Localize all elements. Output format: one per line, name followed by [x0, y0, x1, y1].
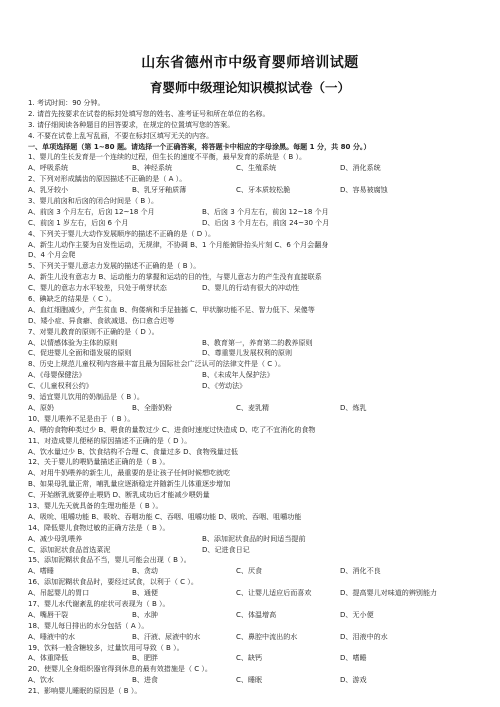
- answer-options: [28, 305, 490, 316]
- instruction-note: 1. 考试时间：90 分钟。: [28, 98, 105, 107]
- answer-option: C、婴儿的意志力水平较差，只处于萌芽状态: [28, 283, 167, 293]
- answer-option: C、体温增高: [236, 609, 277, 619]
- answer-option: A、原奶: [28, 402, 54, 412]
- answer-option: C、添加泥状食品首选菜泥: [28, 544, 111, 554]
- document-title: 山东省德州市中级育婴师培训试题: [141, 55, 359, 71]
- answer-option: A、嘴唇干裂: [28, 609, 69, 619]
- answer-options: [28, 545, 490, 556]
- answer-option: D、炼乳: [340, 402, 367, 412]
- answer-option: C、促进婴儿全面和谐发展的原则: [28, 348, 132, 358]
- answer-options: [28, 490, 490, 501]
- answer-option: B、肥胖: [132, 653, 158, 663]
- question-stem: 5、下列关于婴儿意志力发展的描述不正确的是（ B ）。: [28, 261, 201, 271]
- question-stem: 16、添加泥糊状食品时，要经过试食，以利于（ C ）。: [28, 577, 198, 587]
- answer-option: A、喂的食物种类过少 B、喂食的量数过少 C、进食时速度过快造成 D、吃了不宜消化的食物: [28, 424, 316, 434]
- answer-option: B、进食: [132, 675, 158, 685]
- answer-option: D、无小便: [340, 609, 374, 619]
- answer-option: D、后囟 3 个月左右，前囟 24~30 个月: [202, 217, 330, 227]
- answer-options: [28, 240, 490, 251]
- answer-option: B、神经系统: [132, 163, 173, 173]
- answer-option: C、生殖系统: [236, 163, 277, 173]
- answer-option: A、呼吸系统: [28, 163, 69, 173]
- question-stem: 18、婴儿每日排出的水分包括（ A ）。: [28, 620, 149, 630]
- question-stem: 3、婴儿前囟和后囟的闭合时间是（ B ）。: [28, 196, 159, 206]
- exam-body: [28, 98, 490, 697]
- answer-option: D、记进食日记: [202, 544, 250, 554]
- question-stem: 20、使婴儿全身组织器官得到休息的最有效措施是（ C ）。: [28, 664, 212, 674]
- question-stem: 1、婴儿的生长发育是一个连续的过程，但生长的速度不平衡，最早发育的系统是（ B ）。: [28, 152, 307, 162]
- instruction-note: 2. 请首先按要求在试卷的标封处填写您的姓名、准考证号和所在单位的名称。: [28, 108, 270, 118]
- answer-options: [28, 272, 490, 283]
- answer-options: [28, 632, 490, 643]
- answer-options: [28, 447, 490, 458]
- answer-option: A、体重降低: [28, 653, 69, 663]
- answer-option: D、提高婴儿对味道的辨别能力: [340, 588, 438, 598]
- instruction-note: 4. 不要在试卷上乱写乱画，不要在标封区填写无关的内容。: [28, 130, 214, 140]
- answer-option: B、水肿: [132, 609, 158, 619]
- answer-option: A、唾液中的水: [28, 631, 76, 641]
- question-stem: 14、降低婴儿食物过敏的正确方法是（ B ）。: [28, 522, 170, 532]
- question-stem: 6、碘缺乏的结果是（ C ）。: [28, 294, 116, 304]
- question-stem: 4、下列关于婴儿大动作发展顺序的描述不正确的是（ D ）。: [28, 228, 216, 238]
- answer-options: [28, 675, 490, 686]
- answer-option: A、《母婴保健法》: [28, 370, 86, 380]
- answer-options: [28, 425, 490, 436]
- answer-options: [28, 512, 490, 523]
- answer-option: C、睡眠: [236, 675, 263, 685]
- answer-option: A、嗜睡: [28, 566, 54, 576]
- answer-options: [28, 207, 490, 218]
- question-stem: 10、婴儿喂养不足是由于（ B ）。: [28, 413, 135, 423]
- answer-option: B、《未成年人保护法》: [202, 370, 274, 380]
- answer-option: D、婴儿的行动有很大的冲动性: [202, 283, 300, 293]
- question-stem: 12、关于婴儿的喂奶量描述正确的是（ B ）。: [28, 457, 170, 467]
- answer-options: [28, 250, 490, 261]
- answer-option: B、如果母乳量正常，哺乳量应逐渐稳定并随新生儿体重逐步增加: [28, 479, 231, 489]
- answer-options: [28, 381, 490, 392]
- answer-option: B、添加泥状食品的时间适当提前: [202, 533, 306, 543]
- question-stem: 11、对造成婴儿便秘的原因描述不正确的是（ D ）。: [28, 435, 192, 445]
- answer-options: [28, 185, 490, 196]
- answer-option: A、乳牙较小: [28, 185, 69, 195]
- exam-subtitle: 育婴师中级理论知识模拟试卷（一）: [149, 80, 350, 95]
- answer-option: D、嗜睡: [340, 653, 367, 663]
- answer-option: A、对用牛奶喂养的新生儿，最重要的是让孩子任何时候想吃就吃: [28, 468, 231, 478]
- answer-options: [28, 163, 490, 174]
- answer-options: [28, 403, 490, 414]
- answer-options: [28, 653, 490, 664]
- answer-option: B、全脂奶粉: [132, 402, 173, 412]
- answer-option: A、新生儿没有意志力 B、运动能力的掌握和运动的目的性，与婴儿意志力的产生没有直接联系: [28, 272, 322, 282]
- answer-option: D、尊重婴儿发展权利的原则: [202, 348, 292, 358]
- answer-options: [28, 610, 490, 621]
- question-stem: 7、对婴儿教育的原则不正确的是（ D ）。: [28, 326, 159, 336]
- question-stem: 19、饮料一般含糖较多，过量饮用可导致（ B ）。: [28, 642, 184, 652]
- answer-options: [28, 479, 490, 490]
- question-stem: 15、添加泥糊状食品不当，婴儿可能会出现（ B ）。: [28, 555, 191, 565]
- answer-options: [28, 338, 490, 349]
- answer-options: [28, 468, 490, 479]
- answer-options: [28, 218, 490, 229]
- answer-option: D、《劳动法》: [202, 381, 247, 391]
- answer-option: D、矮小症、异食癖、食欲减退、伤口愈合迟等: [28, 315, 175, 325]
- section-heading: 一、单项选择题（第 1~80 题。请选择一个正确答案，将答题卡中相应的字母涂黑。每题 1 分，共 80 分。）: [28, 141, 371, 151]
- answer-option: A、饮水: [28, 675, 54, 685]
- question-stem: 9、适宜婴儿饮用的奶制品是（ B ）。: [28, 392, 144, 402]
- answer-option: C、开始断乳就要停止喂奶 D、断乳成功后才能减少喂奶量: [28, 490, 210, 500]
- answer-option: A、前囟 3 个月左右，后囟 12~18 个月: [28, 206, 155, 216]
- answer-options: [28, 566, 490, 577]
- answer-option: B、通便: [132, 588, 158, 598]
- answer-option: D、4 个月会爬: [28, 250, 76, 260]
- answer-option: C、《儿童权利公约》: [28, 381, 93, 391]
- answer-option: C、麦乳精: [236, 402, 270, 412]
- question-stem: 13、婴儿先天就具备的生理功能是（ B ）。: [28, 500, 163, 510]
- answer-option: B、汗液、尿液中的水: [132, 631, 201, 641]
- answer-option: A、饮水量过少 B、饮食结构不合理 C、食量过多 D、食物残量过低: [28, 446, 238, 456]
- answer-options: [28, 348, 490, 359]
- answer-options: [28, 370, 490, 381]
- answer-option: C、让婴儿适应后而喜欢: [236, 588, 312, 598]
- answer-option: B、后囟 3 个月左右，前囟 12~18 个月: [202, 206, 329, 216]
- answer-option: B、贪动: [132, 566, 158, 576]
- answer-option: D、游戏: [340, 675, 367, 685]
- answer-option: A、血红细胞减少，产生贫血 B、佝偻病和手足抽搐 C、甲状腺功能不足、智力低下、呆傻等: [28, 304, 315, 314]
- answer-option: A、吊起婴儿的胃口: [28, 588, 90, 598]
- instruction-note: 3. 请仔细阅读各种题目的回答要求，在规定的位置填写您的答案。: [28, 119, 235, 129]
- answer-option: D、容易被腐蚀: [340, 185, 388, 195]
- answer-option: C、缺钙: [236, 653, 263, 663]
- question-stem: 8、历史上规范儿童权利内容最丰富且最为国际社会广泛认可的法律文件是（ C ）。: [28, 359, 286, 369]
- answer-option: D、泪液中的水: [340, 631, 388, 641]
- question-stem: 21、影响婴儿睡眠的原因是（ B ）。: [28, 686, 142, 696]
- answer-option: C、牙本质较松脆: [236, 185, 291, 195]
- question-stem: 2、下列对形成龋齿的原因描述不正确的是（ A ）。: [28, 174, 187, 184]
- answer-option: B、乳牙牙釉质薄: [132, 185, 187, 195]
- answer-option: B、教育第一，养育第二的教养原则: [202, 337, 313, 347]
- question-stem: 17、婴儿水代谢紊乱的症状可表现为（ B ）。: [28, 598, 170, 608]
- answer-option: C、厌食: [236, 566, 263, 576]
- answer-options: [28, 588, 490, 599]
- answer-option: D、消化不良: [340, 566, 381, 576]
- answer-option: D、消化系统: [340, 163, 381, 173]
- answer-option: C、前囟 1 岁左右，后囟 6 个月: [28, 217, 129, 227]
- answer-option: A、减少母乳喂养: [28, 533, 83, 543]
- answer-options: [28, 283, 490, 294]
- answer-options: [28, 316, 490, 327]
- answer-option: A、吸吮、咀嚼功能 B、吸吮、吞咽功能 C、吞咽、咀嚼功能 D、吸吮、吞咽、咀嚼功能: [28, 511, 302, 521]
- answer-option: C、鼻腔中流出的水: [236, 631, 298, 641]
- answer-options: [28, 534, 490, 545]
- answer-option: A、新生儿动作主要为自发性运动，无规律，不协调 B、1 个月能俯卧抬头片刻 C、6 个月会翻身: [28, 239, 329, 249]
- answer-option: A、以情感体验为主体的原则: [28, 337, 118, 347]
